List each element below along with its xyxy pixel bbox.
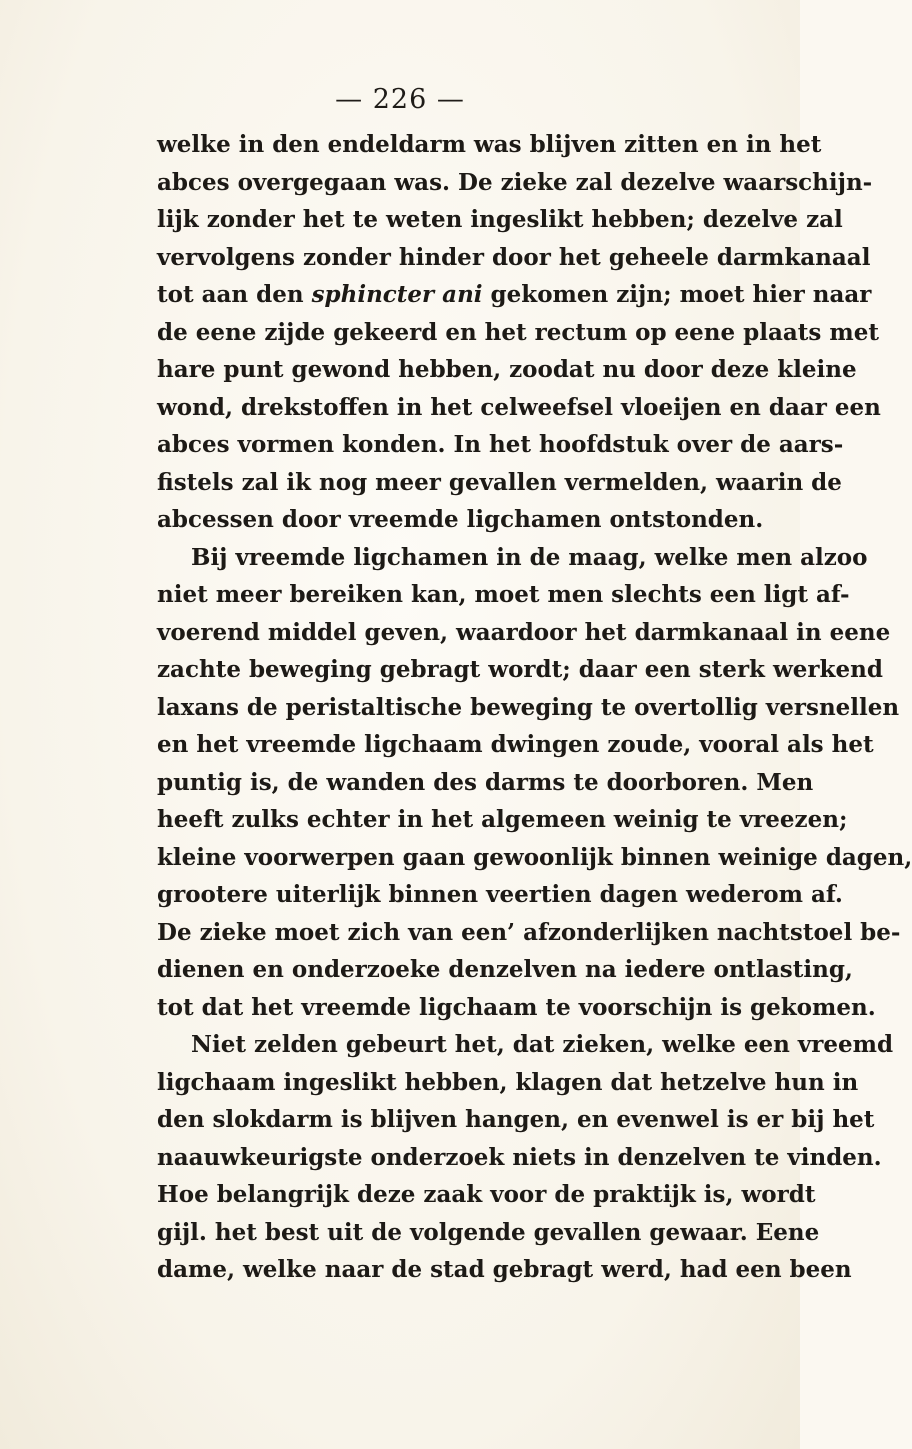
page-number: — 226 — <box>335 84 465 115</box>
text-line: abcessen door vreemde ligchamen ontstonden. <box>157 506 764 533</box>
text-line: den slokdarm is blijven hangen, en evenwel is er bij het <box>157 1106 875 1133</box>
text-line: wond, drekstoffen in het celweefsel vloeijen en daar een <box>157 393 881 421</box>
text-line: fistels zal ik nog meer gevallen vermelden, waarin de <box>157 468 842 496</box>
text-line <box>157 276 872 314</box>
text-line: lijk zonder het te weten ingeslikt hebben; dezelve zal <box>157 206 843 233</box>
text-line: abces vormen konden. In het hoofdstuk over de aars- <box>157 431 844 458</box>
italic-term: sphincter ani <box>311 281 483 308</box>
text-line: de eene zijde gekeerd en het rectum op eene plaats met <box>157 318 879 346</box>
text-line: Bij vreemde ligchamen in de maag, welke men alzoo <box>191 543 868 571</box>
text-line: tot dat het vreemde ligchaam te voorschijn is gekomen. <box>157 993 876 1021</box>
text-line: Hoe belangrijk deze zaak voor de praktijk is, wordt <box>157 1181 816 1208</box>
body-text <box>157 126 912 1289</box>
text-line: heeft zulks echter in het algemeen weinig te vreezen; <box>157 806 848 833</box>
text-line: vervolgens zonder hinder door het geheele darmkanaal <box>157 243 871 271</box>
text-line: kleine voorwerpen gaan gewoonlijk binnen weinige dagen, <box>157 843 912 871</box>
text-line: hare punt gewond hebben, zoodat nu door deze kleine <box>157 356 857 383</box>
text-line: Niet zelden gebeurt het, dat zieken, welke een vreemd <box>191 1031 894 1058</box>
text-line: grootere uiterlijk binnen veertien dagen wederom af. <box>157 881 843 908</box>
text-segment: tot aan den <box>157 281 312 308</box>
text-line: abces overgegaan was. De zieke zal dezelve waarschijn- <box>157 168 873 196</box>
text-segment: gekomen zijn; moet hier naar <box>482 281 872 308</box>
text-line: ligchaam ingeslikt hebben, klagen dat hetzelve hun in <box>157 1068 859 1096</box>
text-line: dienen en onderzoeke denzelven na iedere ontlasting, <box>157 956 853 983</box>
text-line: gijl. het best uit de volgende gevallen gewaar. Eene <box>157 1218 820 1246</box>
text-line: welke in den endeldarm was blijven zitten en in het <box>157 131 822 158</box>
text-line: zachte beweging gebragt wordt; daar een sterk werkend <box>157 656 883 683</box>
text-line: naauwkeurigste onderzoek niets in denzelven te vinden. <box>157 1143 882 1171</box>
text-line: puntig is, de wanden des darms te doorboren. Men <box>157 768 814 796</box>
text-line: dame, welke naar de stad gebragt werd, had een been <box>157 1256 852 1283</box>
text-line: laxans de peristaltische beweging te overtollig versnellen <box>157 693 900 721</box>
text-line: niet meer bereiken kan, moet men slechts een ligt af- <box>157 581 850 608</box>
text-line: voerend middel geven, waardoor het darmkanaal in eene <box>157 618 891 646</box>
text-line: en het vreemde ligchaam dwingen zoude, vooral als het <box>157 731 874 758</box>
text-line: De zieke moet zich van een’ afzonderlijken nachtstoel be- <box>157 918 901 946</box>
